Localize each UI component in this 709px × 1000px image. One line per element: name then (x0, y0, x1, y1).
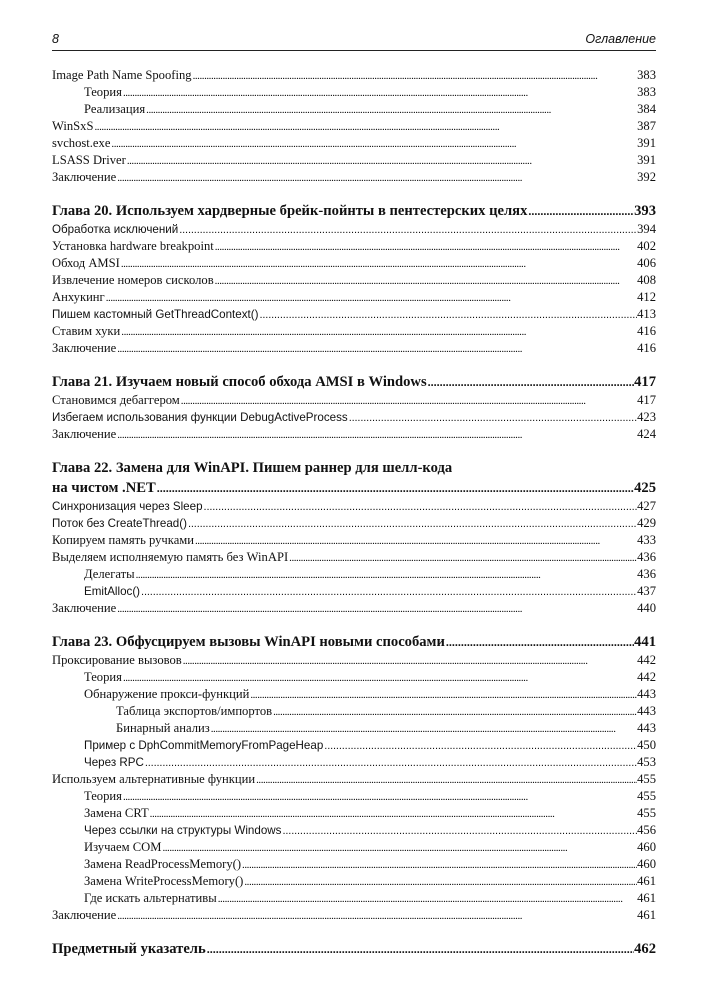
dot-leader (105, 289, 637, 306)
toc-entry[interactable] (52, 873, 656, 890)
toc-entry-title: Глава 21. Изучаем новый способ обхода AMSI в Windows (52, 374, 427, 390)
toc-page-number: 453 (637, 755, 656, 769)
dot-leader (120, 255, 637, 272)
toc-page-number: 461 (637, 908, 656, 922)
toc-page-number: 394 (637, 222, 656, 236)
toc-entry[interactable] (52, 788, 656, 805)
dot-leader (214, 238, 637, 255)
toc-page-number: 455 (637, 772, 656, 786)
toc-entry[interactable] (52, 754, 656, 771)
dot-leader (187, 515, 637, 532)
toc-entry[interactable] (52, 737, 656, 754)
dot-leader (194, 532, 637, 549)
toc-page-number: 402 (637, 239, 656, 253)
dot-leader (149, 805, 637, 822)
toc-entry-title: LSASS Driver (52, 153, 126, 167)
toc-entry[interactable] (52, 84, 656, 101)
toc-entry-title: Извлечение номеров сисколов (52, 273, 214, 287)
toc-entry-title: Пример с DphCommitMemoryFromPageHeap (84, 739, 324, 752)
toc-page-number: 443 (637, 704, 656, 718)
toc-page-number: 442 (637, 653, 656, 667)
toc-entry[interactable] (52, 289, 656, 306)
toc-entry-title: Пишем кастомный GetThreadContext() (52, 308, 259, 321)
dot-leader (120, 323, 637, 340)
toc-page-number: 416 (637, 324, 656, 338)
toc-entry-title: Предметный указатель (52, 941, 206, 957)
dot-leader (255, 771, 637, 788)
toc-entry[interactable] (52, 323, 656, 340)
toc-entry-title: Избегаем использования функции DebugActiveProcess (52, 411, 348, 424)
toc-entry[interactable] (52, 67, 656, 84)
dot-leader (126, 152, 637, 169)
toc-page-number: 391 (637, 136, 656, 150)
toc-entry-title: Через ссылки на структуры Windows (84, 824, 282, 837)
dot-leader (258, 306, 637, 323)
toc-page-number: 408 (637, 273, 656, 287)
toc-chapter-heading[interactable] (52, 372, 656, 392)
toc-entry-title: Обработка исключений (52, 223, 179, 236)
toc-chapter-heading[interactable] (52, 939, 656, 959)
toc-entry[interactable] (52, 703, 656, 720)
dot-leader (178, 221, 637, 238)
toc-page-number: 440 (637, 601, 656, 615)
toc-entry-title: Заключение (52, 601, 117, 615)
toc-page-number: 384 (637, 102, 656, 116)
toc-page-number: 383 (637, 68, 656, 82)
dot-leader (206, 939, 634, 959)
toc-entry[interactable] (52, 426, 656, 443)
toc-entry-title: Заключение (52, 908, 117, 922)
toc-page-number: 392 (637, 170, 656, 184)
toc-chapter-heading[interactable] (52, 632, 656, 652)
toc-entry[interactable] (52, 118, 656, 135)
toc-entry-title: Замена WriteProcessMemory() (84, 874, 244, 888)
toc-page-number: 393 (634, 203, 656, 219)
toc-entry-title: Где искать альтернативы (84, 891, 217, 905)
toc-entry-title: Таблица экспортов/импортов (116, 704, 273, 718)
toc-entry[interactable] (52, 515, 656, 532)
toc-entry-title: Установка hardware breakpoint (52, 239, 214, 253)
dot-leader (527, 201, 634, 221)
dot-leader (217, 890, 637, 907)
dot-leader (348, 409, 637, 426)
dot-leader (203, 498, 638, 515)
toc-entry-title: Проксирование вызовов (52, 653, 182, 667)
toc-entry[interactable] (52, 907, 656, 924)
page-number: 8 (52, 32, 59, 46)
toc-entry-title: Заключение (52, 170, 117, 184)
toc-entry[interactable] (52, 135, 656, 152)
toc-chapter-heading[interactable] (52, 201, 656, 221)
dot-leader (323, 737, 637, 754)
dot-leader (281, 822, 637, 839)
toc-entry-title: WinSxS (52, 119, 94, 133)
toc-entry[interactable] (52, 392, 656, 409)
toc-entry[interactable] (52, 238, 656, 255)
dot-leader (214, 272, 637, 289)
toc-entry[interactable] (52, 805, 656, 822)
dot-leader (140, 583, 637, 600)
toc-entry-title: на чистом .NET (52, 480, 156, 496)
toc-entry-title: Становимся дебаггером (52, 393, 180, 407)
dot-leader (93, 118, 637, 135)
toc-page-number: 436 (637, 567, 656, 581)
toc-entry[interactable] (52, 549, 656, 566)
dot-leader (243, 873, 637, 890)
toc-page-number: 424 (637, 427, 656, 441)
toc-entry[interactable] (52, 822, 656, 839)
dot-leader (122, 84, 637, 101)
toc-page-number: 442 (637, 670, 656, 684)
toc-entry[interactable] (52, 532, 656, 549)
toc-entry-title: Ставим хуки (52, 324, 121, 338)
toc-page-number: 437 (637, 584, 656, 598)
toc-entry-title: Обнаружение прокси-функций (84, 687, 250, 701)
toc-page-number: 417 (637, 393, 656, 407)
toc-entry[interactable] (52, 101, 656, 118)
toc-entry-title: Обход AMSI (52, 256, 120, 270)
toc-entry-title: EmitAlloc() (84, 585, 141, 598)
toc-entry[interactable] (52, 409, 656, 426)
running-header (52, 32, 656, 50)
toc-page-number: 450 (637, 738, 656, 752)
dot-leader (135, 566, 638, 583)
toc-entry[interactable] (52, 686, 656, 703)
dot-leader (210, 720, 637, 737)
toc-entry[interactable] (52, 255, 656, 272)
toc-chapter-title: Глава 22. Замена для WinAPI. Пишем раннер для шелл-кода (52, 460, 453, 476)
toc-page-number: 433 (637, 533, 656, 547)
toc-page-number: 413 (637, 307, 656, 321)
toc-entry-title: Поток без CreateThread() (52, 517, 187, 530)
toc-page-number: 425 (634, 480, 656, 496)
toc-entry-title: Глава 20. Используем хардверные брейк-пойнты в пентестерских целях (52, 203, 528, 219)
toc-entry-title: Через RPC (84, 756, 144, 769)
toc-entry-title: Бинарный анализ (116, 721, 210, 735)
toc-page-number: 417 (634, 374, 656, 390)
toc-entry-title: Заключение (52, 427, 117, 441)
toc-entry-title: Теория (84, 789, 122, 803)
toc-entry[interactable] (52, 652, 656, 669)
toc-entry[interactable] (52, 169, 656, 186)
toc-entry-title: Теория (84, 670, 122, 684)
toc-entry-title: Используем альтернативные функции (52, 772, 256, 786)
toc-entry-title: Заключение (52, 341, 117, 355)
toc-page-number: 455 (637, 789, 656, 803)
dot-leader (144, 754, 637, 771)
toc-page-number: 436 (637, 550, 656, 564)
toc-page-number: 416 (637, 341, 656, 355)
toc-page-number: 443 (637, 687, 656, 701)
dot-leader (180, 392, 637, 409)
toc-entry[interactable] (52, 221, 656, 238)
toc-page-number: 441 (634, 634, 656, 650)
dot-leader (116, 907, 637, 924)
dot-leader (427, 372, 634, 392)
toc-entry[interactable] (52, 856, 656, 873)
dot-leader (192, 67, 638, 84)
toc-entry-title: Выделяем исполняемую память без WinAPI (52, 550, 289, 564)
dot-leader (116, 169, 637, 186)
dot-leader (116, 600, 637, 617)
toc-entry-title: Реализация (84, 102, 146, 116)
toc-page-number: 462 (634, 941, 656, 957)
dot-leader (110, 135, 637, 152)
toc-page-number: 427 (637, 499, 656, 513)
toc-entry[interactable] (52, 566, 656, 583)
running-header-title: Оглавление (585, 32, 656, 46)
toc-entry-title: Глава 23. Обфусцируем вызовы WinAPI новыми способами (52, 634, 445, 650)
toc-entry-title: svchost.exe (52, 136, 111, 150)
dot-leader (241, 856, 637, 873)
toc-entry[interactable] (52, 583, 656, 600)
toc-entry[interactable] (52, 340, 656, 357)
toc-chapter-heading[interactable] (52, 458, 656, 478)
toc-page-number: 443 (637, 721, 656, 735)
toc-entry-title: Image Path Name Spoofing (52, 68, 192, 82)
toc-page-number: 423 (637, 410, 656, 424)
toc-page-number: 406 (637, 256, 656, 270)
dot-leader (182, 652, 637, 669)
toc-entry[interactable] (52, 600, 656, 617)
toc-page-number: 412 (637, 290, 656, 304)
dot-leader (445, 632, 634, 652)
toc-entry[interactable] (52, 669, 656, 686)
toc-page-number: 456 (637, 823, 656, 837)
header-rule (52, 50, 656, 51)
dot-leader (122, 788, 637, 805)
toc-entry-title: Анхукинг (52, 290, 105, 304)
toc-page-number: 387 (637, 119, 656, 133)
toc-chapter-heading-continued[interactable] (52, 478, 656, 498)
toc-entry[interactable] (52, 152, 656, 169)
dot-leader (116, 340, 637, 357)
toc-entry[interactable] (52, 272, 656, 289)
toc-entry-title: Замена CRT (84, 806, 149, 820)
dot-leader (116, 426, 637, 443)
toc-page-number: 461 (637, 891, 656, 905)
toc-entry[interactable] (52, 498, 656, 515)
toc-page-number: 460 (637, 840, 656, 854)
toc-entry-title: Теория (84, 85, 122, 99)
toc-page-number: 461 (637, 874, 656, 888)
dot-leader (161, 839, 637, 856)
toc-page-number: 455 (637, 806, 656, 820)
dot-leader (249, 686, 637, 703)
toc-entry-title: Замена ReadProcessMemory() (84, 857, 242, 871)
dot-leader (156, 478, 634, 498)
toc-entry[interactable] (52, 839, 656, 856)
dot-leader (272, 703, 637, 720)
toc-entry[interactable] (52, 720, 656, 737)
toc-page-number: 429 (637, 516, 656, 530)
toc-entry-title: Синхронизация через Sleep (52, 500, 203, 513)
toc-entry[interactable] (52, 771, 656, 788)
dot-leader (122, 669, 637, 686)
toc-page-number: 391 (637, 153, 656, 167)
table-of-contents (52, 67, 656, 959)
dot-leader (288, 549, 637, 566)
toc-entry[interactable] (52, 890, 656, 907)
toc-entry[interactable] (52, 306, 656, 323)
dot-leader (145, 101, 637, 118)
toc-entry-title: Копируем память ручками (52, 533, 194, 547)
toc-page-number: 460 (637, 857, 656, 871)
toc-entry-title: Изучаем COM (84, 840, 162, 854)
toc-entry-title: Делегаты (84, 567, 135, 581)
toc-page-number: 383 (637, 85, 656, 99)
